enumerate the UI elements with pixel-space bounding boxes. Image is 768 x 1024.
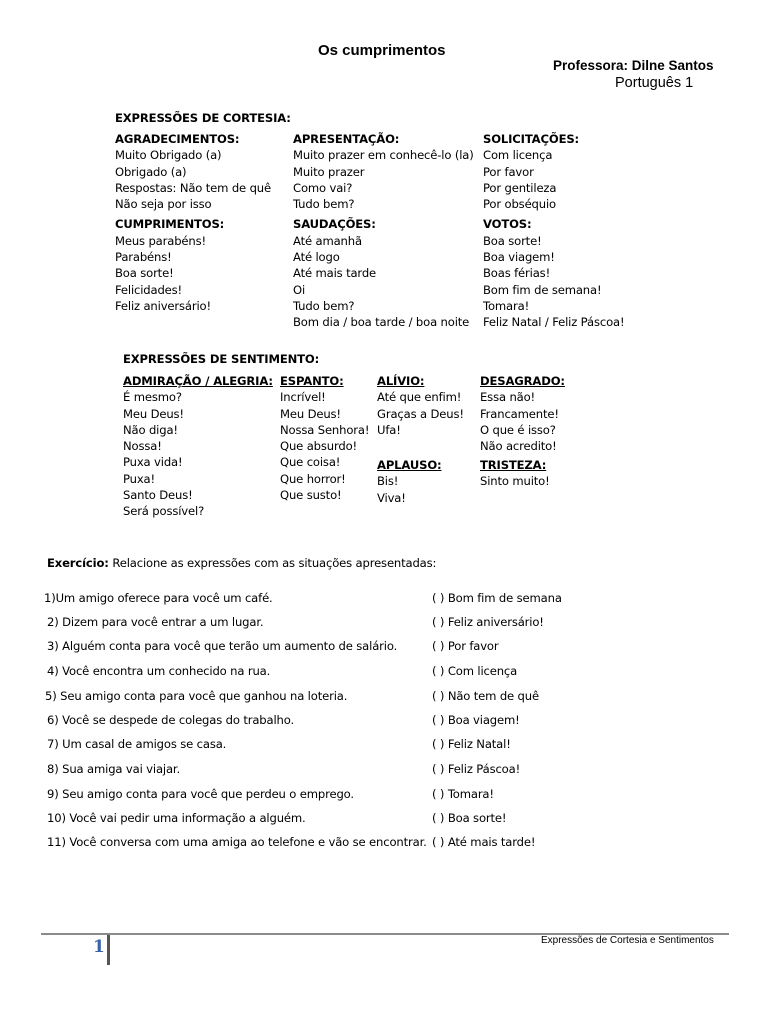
exercise-answer-option[interactable]: ( ) Boa viagem! xyxy=(432,713,520,727)
expression-item: Que coisa! xyxy=(280,455,341,470)
expression-item: Obrigado (a) xyxy=(115,164,187,179)
expression-item: Parabéns! xyxy=(115,250,172,265)
expression-item: Que susto! xyxy=(280,488,342,503)
group-apresentacao xyxy=(293,131,474,331)
expression-item: Meus parabéns! xyxy=(115,233,206,248)
group-title: ESPANTO: xyxy=(280,374,344,388)
expression-item: Santo Deus! xyxy=(123,488,193,503)
group-title: ADMIRAÇÃO / ALEGRIA: xyxy=(123,374,273,388)
expression-item: Nossa! xyxy=(123,439,162,454)
group-title: VOTOS: xyxy=(483,217,532,232)
expression-item: Oi xyxy=(293,282,306,297)
expression-item: Boa sorte! xyxy=(483,233,542,248)
group-title: CUMPRIMENTOS: xyxy=(115,217,225,232)
expression-item: Como vai? xyxy=(293,180,353,195)
exercise-answer-option[interactable]: ( ) Boa sorte! xyxy=(432,811,507,825)
group-title: DESAGRADO: xyxy=(480,374,565,388)
exercise-question: 1)Um amigo oferece para você um café. xyxy=(44,591,273,605)
expression-item: Muito Obrigado (a) xyxy=(115,148,222,163)
group-title: APRESENTAÇÃO: xyxy=(293,132,400,146)
group-admiracao xyxy=(123,373,273,520)
expression-item: Até amanhã xyxy=(293,233,362,248)
expression-item: Sinto muito! xyxy=(480,474,550,489)
group-title: ALÍVIO: xyxy=(377,374,425,388)
expression-item: Meu Deus! xyxy=(280,406,341,421)
expression-item: Feliz aniversário! xyxy=(115,298,211,313)
expression-item: Será possível? xyxy=(123,504,205,519)
group-espanto xyxy=(280,373,369,503)
teacher-name: Professora: Dilne Santos xyxy=(553,58,714,73)
expression-item: Por gentileza xyxy=(483,180,557,195)
exercise-question: 5) Seu amigo conta para você que ganhou na loteria. xyxy=(45,689,348,703)
expression-item: Meu Deus! xyxy=(123,406,184,421)
expression-item: Não diga! xyxy=(123,422,178,437)
exercise-question: 6) Você se despede de colegas do trabalho. xyxy=(47,713,295,727)
expression-item: Que absurdo! xyxy=(280,439,358,454)
expression-item: Nossa Senhora! xyxy=(280,422,370,437)
expression-item: Por favor xyxy=(483,164,534,179)
expression-item: Que horror! xyxy=(280,471,346,486)
expression-item: Graças a Deus! xyxy=(377,406,464,421)
exercise-question: 9) Seu amigo conta para você que perdeu o emprego. xyxy=(47,787,354,801)
expression-item: O que é isso? xyxy=(480,422,556,437)
group-title: SAUDAÇÕES: xyxy=(293,217,376,232)
page-number-bar xyxy=(107,935,110,965)
expression-item: Incrível! xyxy=(280,390,326,405)
expression-item: Respostas: Não tem de quê xyxy=(115,180,271,195)
expression-item: Tudo bem? xyxy=(293,197,355,212)
expression-item: Bom dia / boa tarde / boa noite xyxy=(293,315,470,330)
exercise-answer-option[interactable]: ( ) Por favor xyxy=(432,639,499,653)
exercise-question: 11) Você conversa com uma amiga ao telefone e vão se encontrar. xyxy=(47,835,427,849)
expression-item: Até que enfim! xyxy=(377,390,462,405)
exercise-label: Exercício: xyxy=(47,556,109,570)
exercise-question: 3) Alguém conta para você que terão um aumento de salário. xyxy=(47,639,398,653)
expression-item: Viva! xyxy=(377,490,406,505)
cortesia-heading: EXPRESSÕES DE CORTESIA: xyxy=(115,111,291,125)
group-title: APLAUSO: xyxy=(377,458,442,472)
expression-item: Até mais tarde xyxy=(293,266,377,281)
exercise-answer-option[interactable]: ( ) Bom fim de semana xyxy=(432,591,562,605)
group-title: AGRADECIMENTOS: xyxy=(115,132,240,146)
group-alivio xyxy=(377,373,464,438)
expression-item: Muito prazer xyxy=(293,164,365,179)
exercise-answer-option[interactable]: ( ) Tomara! xyxy=(432,787,494,801)
exercise-question: 10) Você vai pedir uma informação a alguém. xyxy=(47,811,306,825)
expression-item: Não acredito! xyxy=(480,439,557,454)
exercise-question: 2) Dizem para você entrar a um lugar. xyxy=(47,615,264,629)
expression-item: Não seja por isso xyxy=(115,197,212,212)
expression-item: Essa não! xyxy=(480,390,536,405)
exercise-answer-option[interactable]: ( ) Feliz aniversário! xyxy=(432,615,544,629)
footer-text: Expressões de Cortesia e Sentimentos xyxy=(541,935,714,946)
expression-item: Felicidades! xyxy=(115,282,183,297)
expression-item: Boas férias! xyxy=(483,266,551,281)
exercise-question: 4) Você encontra um conhecido na rua. xyxy=(47,664,271,678)
group-aplauso xyxy=(377,457,442,506)
exercise-question: 7) Um casal de amigos se casa. xyxy=(47,737,227,751)
expression-item: Tomara! xyxy=(483,298,530,313)
expression-item: Boa sorte! xyxy=(115,266,174,281)
expression-item: Boa viagem! xyxy=(483,250,555,265)
page-number: 1 xyxy=(93,937,105,957)
group-solicitacoes xyxy=(483,131,624,331)
expression-item: Bis! xyxy=(377,474,399,489)
expression-item: Muito prazer em conhecê-lo (la) xyxy=(293,148,474,163)
exercise-instruction xyxy=(47,556,436,570)
expression-item: Até logo xyxy=(293,250,340,265)
exercise-answer-option[interactable]: ( ) Feliz Páscoa! xyxy=(432,762,521,776)
exercise-answer-option[interactable]: ( ) Não tem de quê xyxy=(432,689,539,703)
expression-item: É mesmo? xyxy=(123,390,182,405)
document-title: Os cumprimentos xyxy=(318,42,446,59)
expression-item: Francamente! xyxy=(480,406,559,421)
exercise-answer-option[interactable]: ( ) Com licença xyxy=(432,664,518,678)
expression-item: Tudo bem? xyxy=(293,298,355,313)
exercise-question: 8) Sua amiga vai viajar. xyxy=(47,762,181,776)
exercise-answer-option[interactable]: ( ) Feliz Natal! xyxy=(432,737,511,751)
expression-item: Com licença xyxy=(483,148,553,163)
group-title: TRISTEZA: xyxy=(480,458,547,472)
exercise-text: Relacione as expressões com as situações apresentadas: xyxy=(112,556,437,570)
expression-item: Bom fim de semana! xyxy=(483,282,602,297)
group-desagrado xyxy=(480,373,565,454)
expression-item: Ufa! xyxy=(377,422,401,437)
group-title: SOLICITAÇÕES: xyxy=(483,132,580,146)
group-agradecimentos xyxy=(115,131,271,314)
expression-item: Puxa! xyxy=(123,471,155,486)
sentimento-heading: EXPRESSÕES DE SENTIMENTO: xyxy=(123,352,320,366)
exercise-answer-option[interactable]: ( ) Até mais tarde! xyxy=(432,835,536,849)
course-name: Português 1 xyxy=(615,75,694,91)
expression-item: Puxa vida! xyxy=(123,455,183,470)
expression-item: Feliz Natal / Feliz Páscoa! xyxy=(483,315,625,330)
group-tristeza xyxy=(480,457,550,490)
expression-item: Por obséquio xyxy=(483,197,556,212)
